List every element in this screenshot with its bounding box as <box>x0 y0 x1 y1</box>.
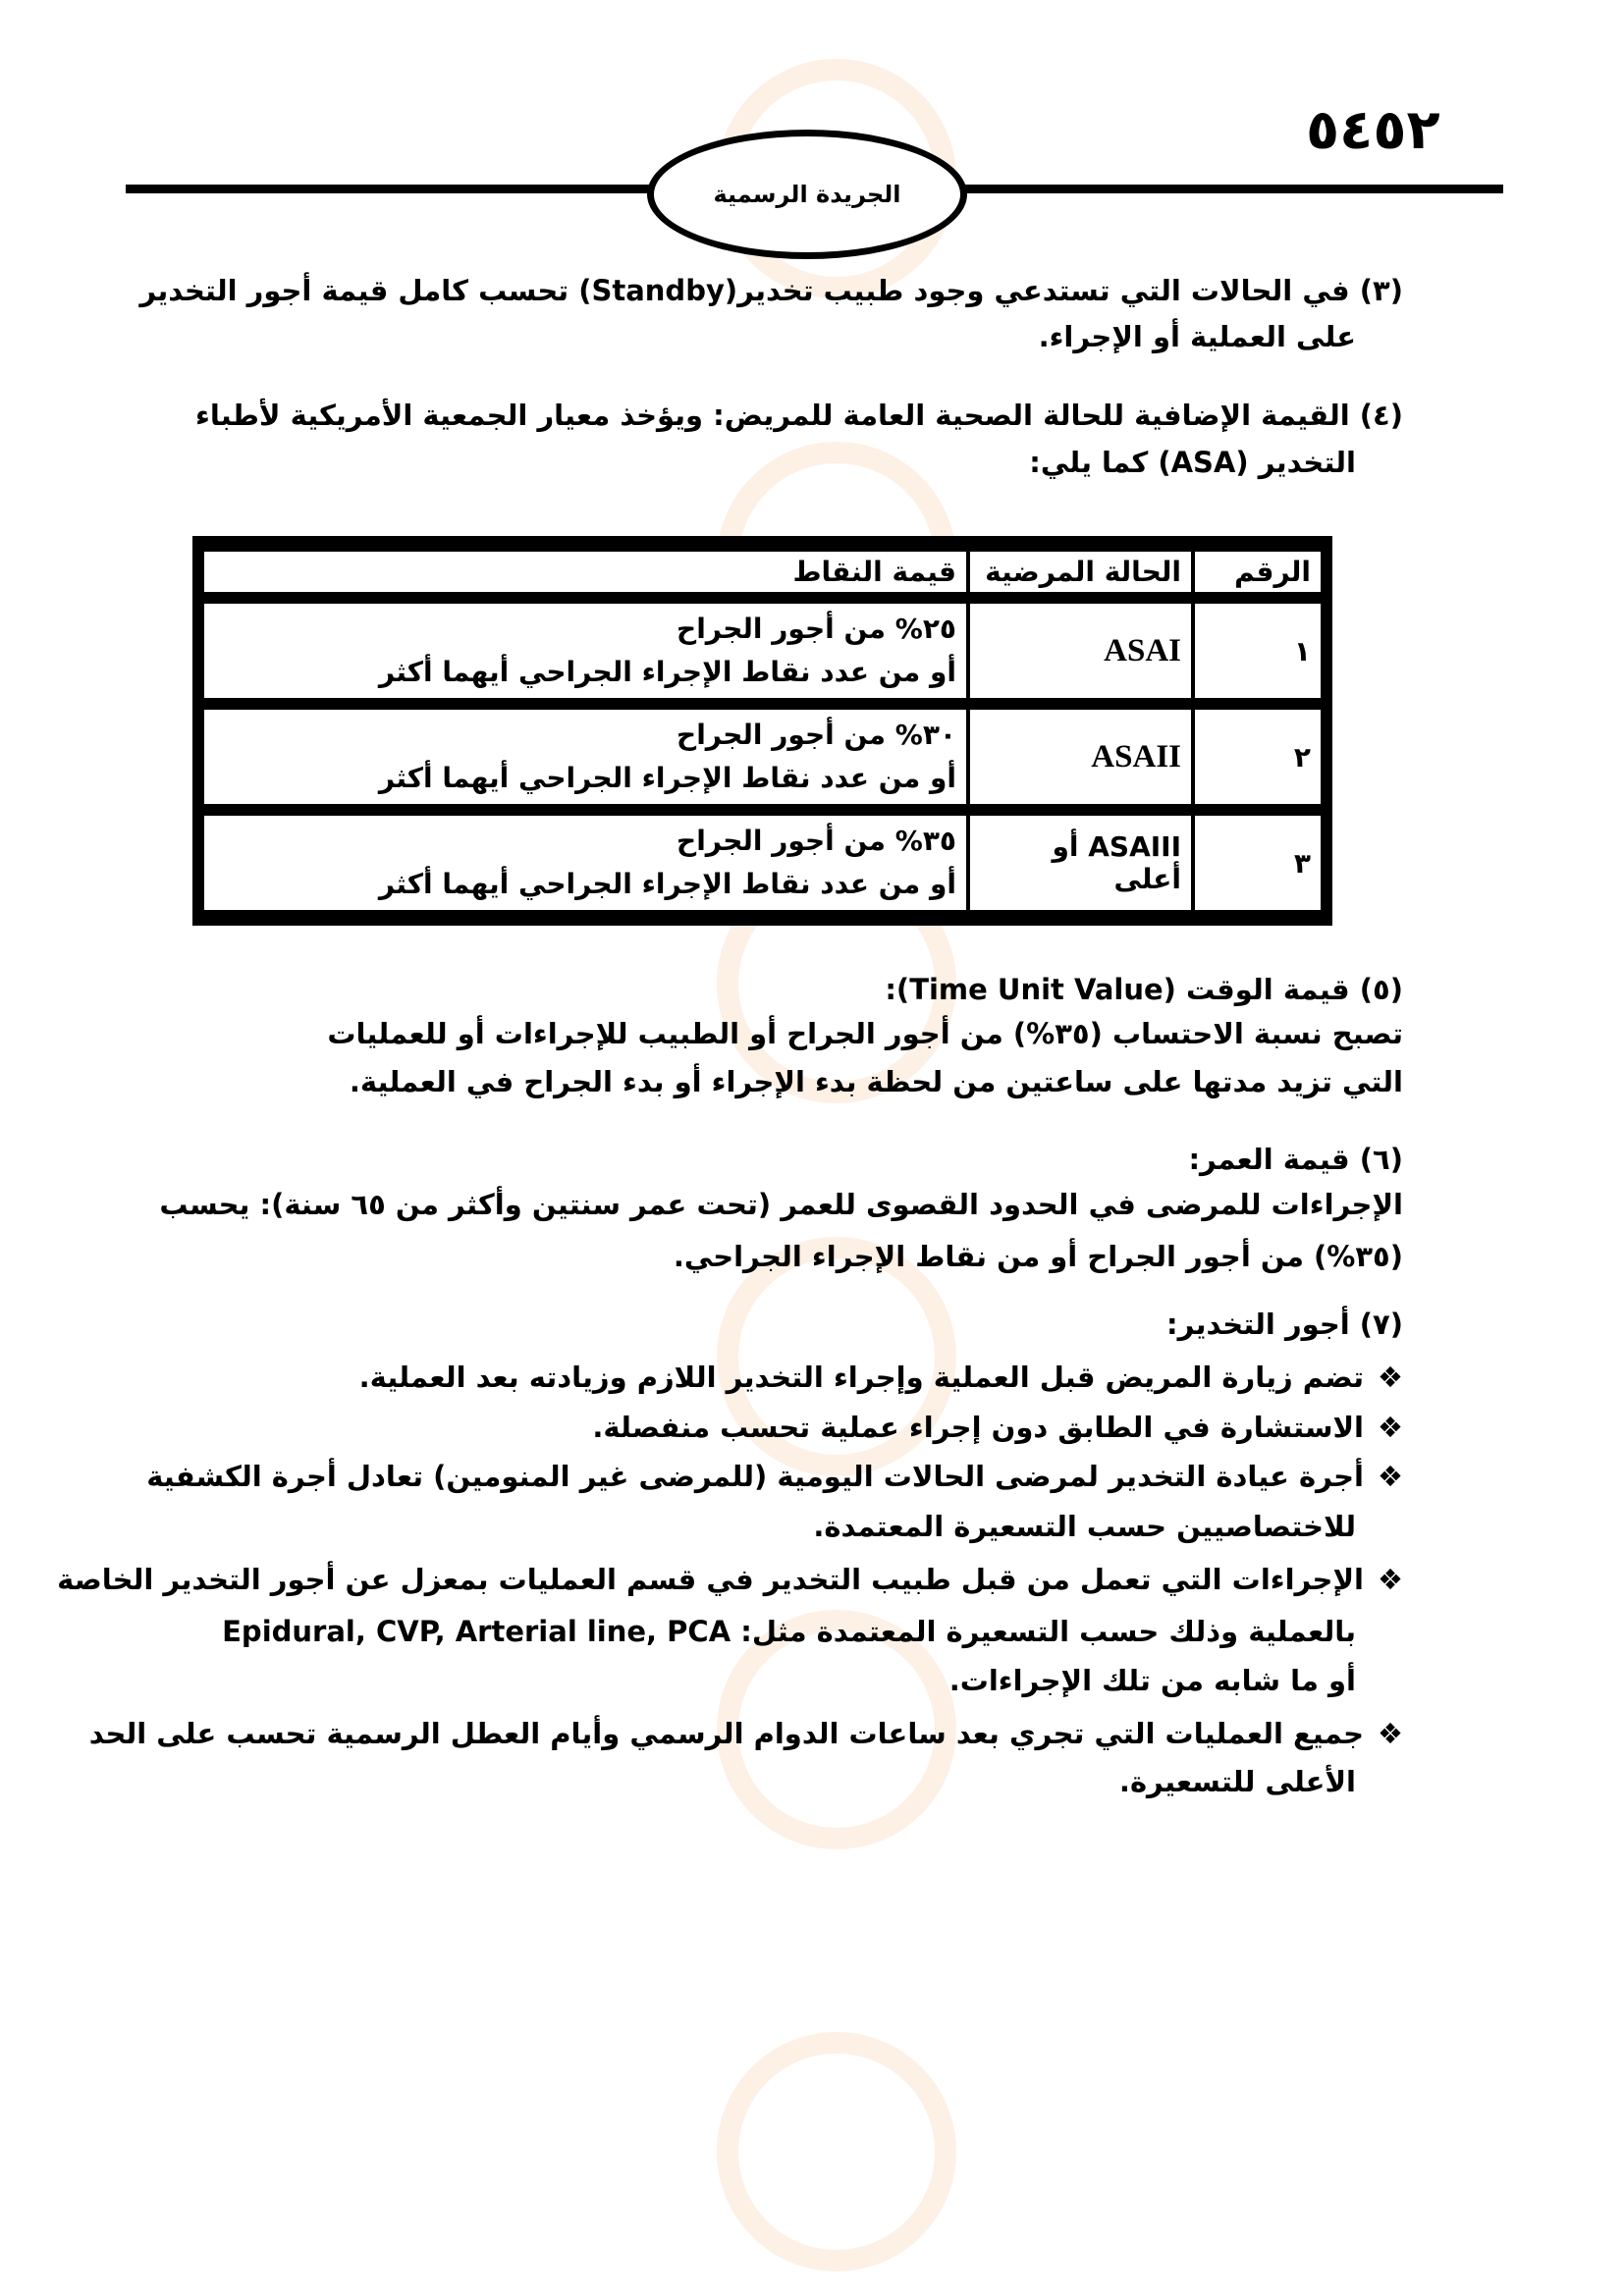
asa-table <box>192 536 1332 926</box>
para-4-line-2: التخدير (ASA) كما يلي: <box>1029 446 1356 479</box>
bullet-text: أجرة عيادة التخدير لمرضى الحالات اليومية (للمرضى غير المنومين) تعادل أجرة الكشفية <box>146 1460 1364 1493</box>
bullet-icon: ❖ <box>1378 1460 1403 1493</box>
bullet-continuation: للاختصاصيين حسب التسعيرة المعتمدة. <box>813 1510 1356 1543</box>
header-points: قيمة النقاط <box>202 550 968 594</box>
para-5-line-2: التي تزيد مدتها على ساعتين من لحظة بدء الإجراء أو بدء الجراح في العملية. <box>349 1065 1403 1098</box>
number-cell: ٣ <box>1193 814 1323 912</box>
table-header-row <box>202 550 1323 594</box>
bullet-icon: ❖ <box>1378 1563 1403 1596</box>
bullet-text: الإجراءات التي تعمل من قبل طبيب التخدير في قسم العمليات بمعزل عن أجور التخدير الخاصة <box>57 1563 1364 1596</box>
bullet-icon: ❖ <box>1378 1361 1403 1394</box>
watermark-clock <box>717 2032 956 2271</box>
para-6-line-2: (٣٥%) من أجور الجراح أو من نقاط الإجراء الجراحي. <box>673 1240 1403 1273</box>
para-3-line-2: على العملية أو الإجراء. <box>1038 320 1356 353</box>
points-cell <box>202 814 968 912</box>
bullet-item <box>57 1560 1403 1599</box>
bullet-item <box>359 1358 1403 1397</box>
bullet-item <box>89 1714 1403 1753</box>
header-state: الحالة المرضية <box>968 550 1193 594</box>
bullet-item <box>592 1408 1403 1447</box>
para-5-title: (٥) قيمة الوقت (Time Unit Value): <box>885 973 1403 1006</box>
number-cell: ٢ <box>1193 708 1323 806</box>
bullet-text: جميع العمليات التي تجري بعد ساعات الدوام الرسمي وأيام العطل الرسمية تحسب على الحد <box>88 1717 1364 1750</box>
table-row <box>202 814 1323 912</box>
number-cell: ١ <box>1193 602 1323 700</box>
bullet-item <box>146 1457 1403 1496</box>
points-line: أو من عدد نقاط الإجراء الجراحي أيهما أكثر <box>378 762 956 794</box>
state-cell: ASAI <box>968 602 1193 700</box>
bullet-continuation: الأعلى للتسعيرة. <box>1118 1765 1356 1798</box>
bullet-text: الاستشارة في الطابق دون إجراء عملية تحسب منفصلة. <box>592 1411 1364 1444</box>
para-7-title: (٧) أجور التخدير: <box>1166 1308 1403 1341</box>
para-3-line-1: (٣) في الحالات التي تستدعي وجود طبيب تخدير(Standby) تحسب كامل قيمة أجور التخدير <box>139 274 1403 307</box>
state-cell: ASAII <box>968 708 1193 806</box>
points-cell <box>202 602 968 700</box>
para-6-line-1: الإجراءات للمرضى في الحدود القصوى للعمر (تحت عمر سنتين وأكثر من ٦٥ سنة): يحسب <box>159 1188 1403 1221</box>
gazette-title: الجريدة الرسمية <box>647 130 967 259</box>
bullet-icon: ❖ <box>1378 1411 1403 1444</box>
bullet-continuation: بالعملية وذلك حسب التسعيرة المعتمدة مثل: Epidural, CVP, Arterial line, PCA <box>222 1615 1356 1648</box>
table-row <box>202 708 1323 806</box>
points-line: أو من عدد نقاط الإجراء الجراحي أيهما أكثر <box>378 868 956 900</box>
header-number: الرقم <box>1193 550 1323 594</box>
bullet-continuation: أو ما شابه من تلك الإجراءات. <box>948 1664 1356 1697</box>
bullet-icon: ❖ <box>1378 1717 1403 1750</box>
page-number: ٥٤٥٢ <box>1306 98 1440 162</box>
para-5-line-1: تصبح نسبة الاحتساب (٣٥%) من أجور الجراح أو الطبيب للإجراءات أو للعمليات <box>327 1017 1403 1050</box>
para-4-line-1: (٤) القيمة الإضافية للحالة الصحية العامة للمريض: ويؤخذ معيار الجمعية الأمريكية لأطباء <box>195 399 1403 432</box>
points-line: ٣٥% من أجور الجراح <box>677 825 956 857</box>
points-line: ٣٠% من أجور الجراح <box>677 719 956 751</box>
bullet-text: تضم زيارة المريض قبل العملية وإجراء التخدير اللازم وزيادته بعد العملية. <box>358 1361 1364 1394</box>
table-row <box>202 602 1323 700</box>
points-cell <box>202 708 968 806</box>
para-6-title: (٦) قيمة العمر: <box>1188 1143 1403 1176</box>
points-line: ٢٥% من أجور الجراح <box>677 613 956 645</box>
state-cell: ASAIII أو أعلى <box>968 814 1193 912</box>
points-line: أو من عدد نقاط الإجراء الجراحي أيهما أكثر <box>378 656 956 688</box>
